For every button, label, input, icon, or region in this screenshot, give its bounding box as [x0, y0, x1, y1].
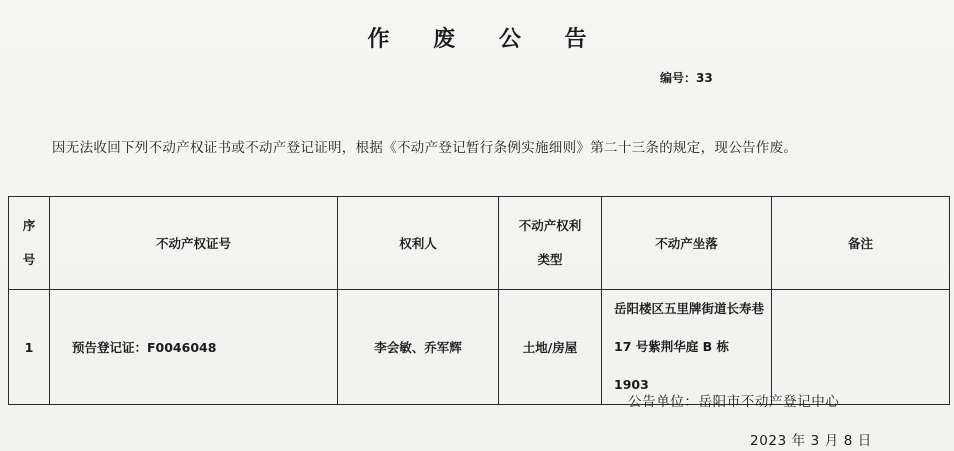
header-seq — [9, 197, 50, 290]
row-type: 土地/房屋 — [499, 290, 602, 405]
cancellation-table — [8, 196, 950, 405]
issuing-unit: 公告单位：岳阳市不动产登记中心 — [628, 394, 840, 410]
row-cert-no: 预告登记证：F0046048 — [50, 290, 338, 405]
header-cert-no: 不动产权证号 — [50, 197, 338, 290]
header-remarks: 备注 — [772, 197, 950, 290]
header-type — [499, 197, 602, 290]
row-location — [602, 290, 772, 405]
row-seq: 1 — [9, 290, 50, 405]
table-row — [9, 290, 950, 405]
document-number: 编号：33 — [660, 71, 713, 85]
issue-date: 2023 年 3 月 8 日 — [750, 433, 872, 449]
header-type-line1: 不动产权利 — [518, 218, 582, 233]
row-holder: 李会敏、乔军辉 — [338, 290, 499, 405]
header-seq-line2: 号 — [22, 252, 36, 267]
header-holder: 权利人 — [338, 197, 499, 290]
header-seq-line1: 序 — [22, 218, 36, 233]
page-title: 作 废 公 告 — [367, 27, 605, 52]
table-header-row — [9, 197, 950, 290]
header-type-line2: 类型 — [537, 252, 563, 267]
header-location: 不动产坐落 — [602, 197, 772, 290]
row-remarks — [772, 290, 950, 405]
intro-paragraph: 因无法收回下列不动产权证书或不动产登记证明，根据《不动产登记暂行条例实施细则》第二十三条的规定，现公告作废。 — [52, 140, 798, 156]
row-location-line1: 岳阳楼区五里牌街道长寿巷 — [614, 301, 765, 316]
row-location-line2: 17 号紫荆华庭 B 栋 1903 — [614, 339, 729, 392]
